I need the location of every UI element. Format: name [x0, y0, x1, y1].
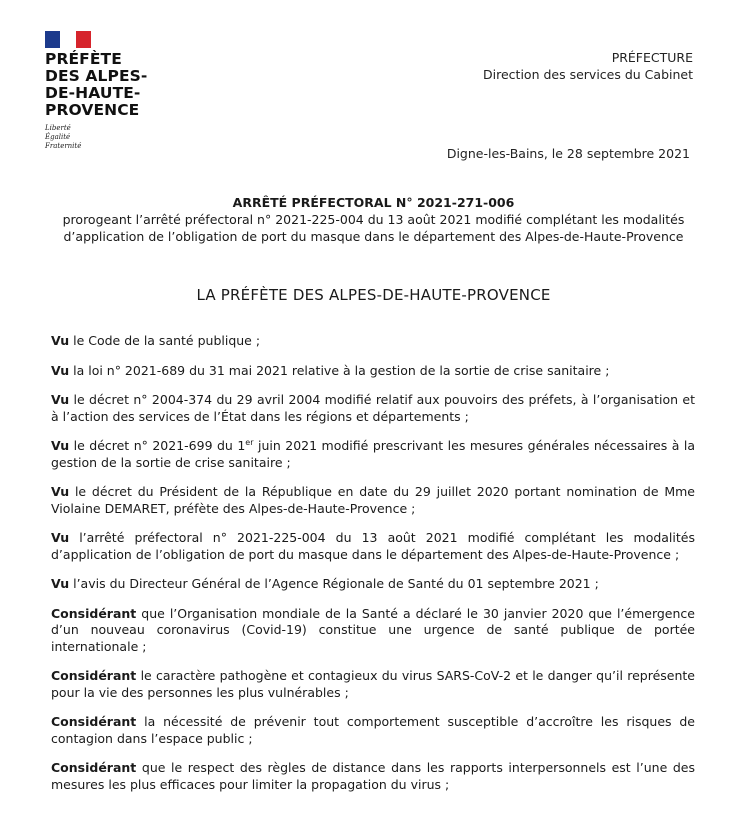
recital-paragraph — [51, 606, 695, 656]
place-and-date: Digne-les-Bains, le 28 septembre 2021 — [446, 146, 690, 161]
legal-basis-paragraph — [51, 333, 695, 350]
decree-subtitle-line: d’application de l’obligation de port du masque dans le département des Alpes-de-Haute-Provence — [63, 229, 684, 244]
legal-basis-paragraph — [51, 576, 695, 593]
service-line: Direction des services du Cabinet — [483, 67, 693, 82]
paragraph-text: l’avis du Directeur Général de l’Agence Régionale de Santé du 01 septembre 2021 ; — [69, 576, 599, 591]
service-line: PRÉFECTURE — [611, 50, 693, 65]
legal-basis-paragraph — [51, 484, 695, 517]
ordinal-superscript: er — [245, 437, 254, 447]
decree-title — [0, 194, 747, 245]
paragraph-lead: Vu — [51, 576, 70, 591]
prefecture-name-line: DES ALPES- — [45, 67, 148, 85]
paragraph-lead: Vu — [51, 438, 70, 453]
prefecture-logo — [45, 31, 165, 151]
paragraph-text: que le respect des règles de distance dans les rapports interpersonnels est l’une des mesures les plus efficaces pour limiter la propagation du virus ; — [51, 760, 695, 792]
recital-paragraph — [51, 714, 695, 747]
prefecture-name-line: DE-HAUTE- — [45, 84, 141, 102]
prefecture-name-line: PRÉFÈTE — [45, 50, 122, 68]
motto-line: Liberté — [45, 124, 71, 132]
paragraph-lead: Considérant — [51, 668, 137, 683]
paragraph-text: que l’Organisation mondiale de la Santé a déclaré le 30 janvier 2020 que l’émergence d’un nouveau coronavirus (Covid-19) constitue une urgence de santé publique de portée internationale ; — [51, 605, 695, 654]
recital-paragraph — [51, 760, 695, 793]
paragraph-text: la loi n° 2021-689 du 31 mai 2021 relative à la gestion de la sortie de crise sanitaire ; — [69, 362, 610, 378]
paragraph-lead: Vu — [51, 484, 70, 499]
paragraph-lead: Considérant — [51, 605, 137, 621]
motto-line: Fraternité — [45, 142, 82, 150]
paragraph-lead: Considérant — [51, 760, 137, 775]
motto-line: Égalité — [45, 133, 71, 141]
paragraph-lead: Considérant — [51, 714, 137, 729]
prefecture-name-line: PROVENCE — [45, 101, 140, 119]
decree-body — [51, 333, 695, 793]
authority-heading: LA PRÉFÈTE DES ALPES-DE-HAUTE-PROVENCE — [196, 286, 551, 304]
legal-basis-paragraph — [51, 363, 695, 380]
decree-number: ARRÊTÉ PRÉFECTORAL N° 2021-271-006 — [232, 195, 515, 210]
legal-basis-paragraph — [51, 392, 695, 425]
republic-motto — [45, 124, 165, 151]
decree-subtitle-line: prorogeant l’arrêté préfectoral n° 2021-225-004 du 13 août 2021 modifié complétant les modalités — [62, 212, 685, 227]
legal-basis-paragraph — [51, 438, 695, 471]
prefecture-name — [45, 51, 165, 119]
recital-paragraph — [51, 668, 695, 701]
paragraph-lead: Vu — [51, 392, 70, 407]
paragraph-lead: Vu — [51, 530, 70, 545]
tricolor-flag-icon — [45, 31, 91, 48]
paragraph-text: le caractère pathogène et contagieux du virus SARS-CoV-2 et le danger qu’il représente pour la vie des personnes les plus vulnérables ; — [51, 668, 695, 700]
paragraph-text: l’arrêté préfectoral n° 2021-225-004 du 13 août 2021 modifié complétant les modalités d’application de l’obligation de port du masque dans le département des Alpes-de-Haute-Provence ; — [51, 530, 695, 562]
paragraph-lead: Vu — [51, 333, 70, 348]
paragraph-text: juin 2021 modifié prescrivant les mesures générales nécessaires à la gestion de la sortie de crise sanitaire ; — [51, 438, 696, 470]
paragraph-text: le décret n° 2021-699 du 1 — [69, 438, 246, 453]
paragraph-text: la nécessité de prévenir tout comportement susceptible d’accroître les risques de contagion dans l’espace public ; — [51, 714, 695, 746]
paragraph-lead: Vu — [51, 362, 70, 378]
issuing-service — [483, 49, 693, 83]
paragraph-text: le décret n° 2004-374 du 29 avril 2004 modifié relatif aux pouvoirs des préfets, à l’organisation et à l’action des services de l’État dans les régions et départements ; — [51, 392, 695, 424]
paragraph-text: le Code de la santé publique ; — [69, 333, 261, 348]
paragraph-text: le décret du Président de la République en date du 29 juillet 2020 portant nomination de Mme Violaine DEMARET, préfète des Alpes-de-Haute-Provence ; — [51, 484, 695, 516]
legal-basis-paragraph — [51, 530, 695, 563]
